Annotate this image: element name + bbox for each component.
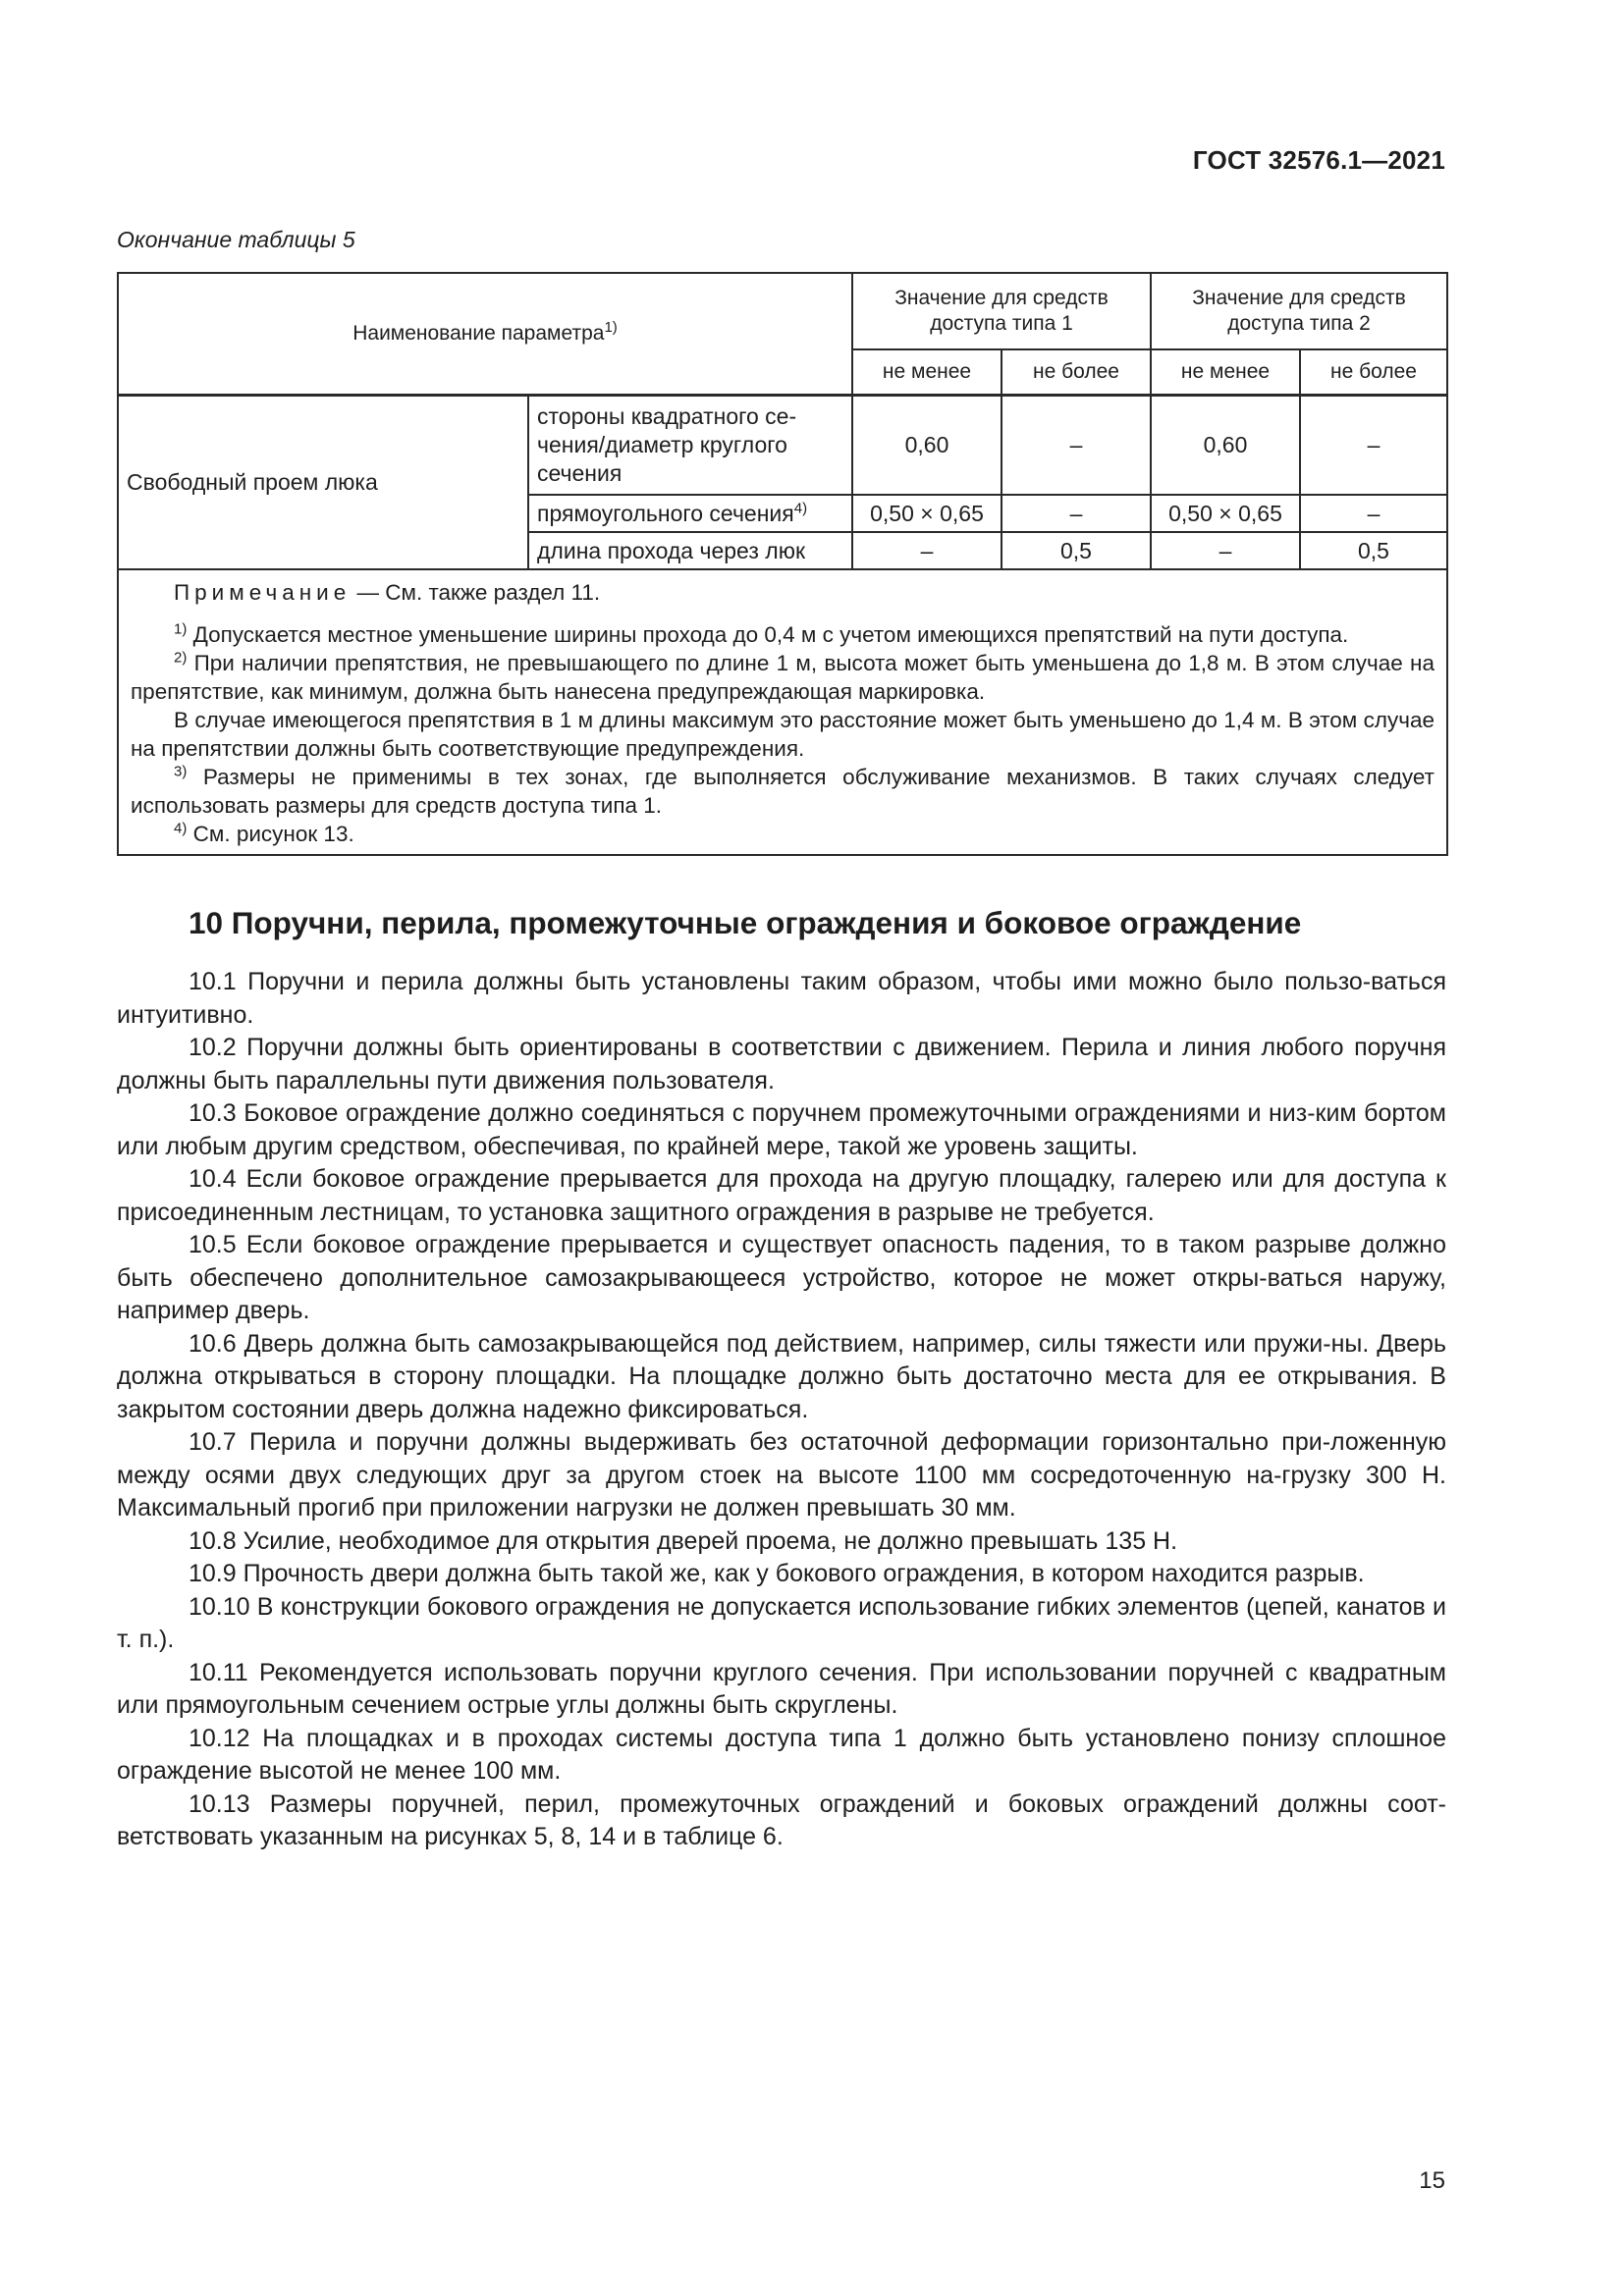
paragraph: 10.3 Боковое ограждение должно соединяться с поручнем промежуточными ограждениями и низ-ким бортом или любым другим средством, обеспечивая, по крайней мере, такой же уровень защиты. xyxy=(117,1099,1446,1160)
cell-t1-min: 0,50 × 0,65 xyxy=(852,495,1001,532)
paragraph: 10.11 Рекомендуется использовать поручни круглого сечения. При использовании поручней с квадратным или прямоугольным сечением острые углы должны быть скруглены. xyxy=(117,1658,1446,1719)
table-notes xyxy=(118,569,1447,855)
paragraph: 10.4 Если боковое ограждение прерывается для прохода на другую площадку, галерею или для доступа к присоединенным лестницам, то установка защитного ограждения в разрыве не требуется. xyxy=(117,1165,1446,1226)
cell-t1-max: – xyxy=(1001,395,1151,495)
paragraph: 10.12 На площадках и в проходах системы доступа типа 1 должно быть установлено понизу сплошное ограждение высотой не менее 100 мм. xyxy=(117,1724,1446,1785)
footnote xyxy=(131,649,1435,706)
group1-min-header: не менее xyxy=(852,349,1001,395)
param-header-cell xyxy=(118,273,852,395)
row-name-text: прямоугольного сечения xyxy=(537,500,794,526)
paragraph: 10.10 В конструкции бокового ограждения не допускается использование гибких элементов (цепей, канатов и т. п.). xyxy=(117,1592,1446,1653)
footnote-text: Допускается местное уменьшение ширины прохода до 0,4 м с учетом имеющихся препятствий на пути доступа. xyxy=(187,622,1349,647)
group2-header: Значение для средств доступа типа 2 xyxy=(1151,273,1447,349)
cell-t2-max: – xyxy=(1300,395,1447,495)
footnote-text: См. рисунок 13. xyxy=(187,822,354,846)
footnote xyxy=(131,620,1435,649)
cell-t1-max: – xyxy=(1001,495,1151,532)
group2-max-header: не более xyxy=(1300,349,1447,395)
group2-min-header: не менее xyxy=(1151,349,1300,395)
cell-t1-min: 0,60 xyxy=(852,395,1001,495)
footnote-mark: 4) xyxy=(174,820,188,837)
cell-t1-max: 0,5 xyxy=(1001,532,1151,569)
footnote-text: В случае имеющегося препятствия в 1 м длины максимум это расстояние может быть уменьшено до 1,4 м. В этом случае на препятствии должны быть соответствующие предупреждения. xyxy=(131,708,1435,761)
paragraph: 10.7 Перила и поручни должны выдерживать без остаточной деформации горизонтально при-ложенную между осями двух следующих друг за другом стоек на высоте 1100 мм сосредоточенную на-грузку 300 Н. Максимальный прогиб при приложении нагрузки не должен превышать 30 мм. xyxy=(117,1428,1446,1522)
row-name-note: 4) xyxy=(793,499,808,516)
cell-t2-min: 0,60 xyxy=(1151,395,1300,495)
paragraph: 10.5 Если боковое ограждение прерывается и существует опасность падения, то в таком разрыве должно быть обеспечено дополнительное самозакрывающееся устройство, которое не может откры-ваться наружу, например дверь. xyxy=(117,1231,1446,1324)
cell-t2-max: – xyxy=(1300,495,1447,532)
paragraph: 10.6 Дверь должна быть самозакрывающейся под действием, например, силы тяжести или пружи-ны. Дверь должна открываться в сторону площадки. На площадке должно быть достаточно места для ее открывания. В закрытом состоянии дверь должна надежно фиксироваться. xyxy=(117,1329,1446,1423)
paragraph: 10.8 Усилие, необходимое для открытия дверей проема, не должно превышать 135 Н. xyxy=(189,1526,1178,1555)
footnote xyxy=(131,706,1435,763)
row-name xyxy=(528,395,852,495)
row-name xyxy=(528,532,852,569)
param-header-note: 1) xyxy=(604,318,618,336)
row-group-label: Свободный проем люка xyxy=(118,395,528,569)
table-caption: Окончание таблицы 5 xyxy=(117,227,355,252)
footnote-mark: 1) xyxy=(174,620,188,638)
param-header: Наименование параметра xyxy=(352,321,605,345)
section-body xyxy=(117,966,1446,1854)
page-number: 15 xyxy=(1419,2167,1445,2194)
paragraph: 10.13 Размеры поручней, перил, промежуточных ограждений и боковых ограждений должны соот-ветствовать указанным на рисунках 5, 8, 14 и в таблице 6. xyxy=(117,1789,1446,1850)
footnote-mark: 2) xyxy=(174,649,188,667)
cell-t1-min: – xyxy=(852,532,1001,569)
paragraph: 10.1 Поручни и перила должны быть установлены таким образом, чтобы ими можно было пользо-ваться интуитивно. xyxy=(117,968,1446,1029)
note-text: — См. также раздел 11. xyxy=(351,580,601,605)
cell-t2-max: 0,5 xyxy=(1300,532,1447,569)
document-header: ГОСТ 32576.1—2021 xyxy=(1192,145,1445,175)
footnote-text: Размеры не применимы в тех зонах, где выполняется обслуживание механизмов. В таких случаях следует использовать размеры для средств доступа типа 1. xyxy=(131,765,1435,818)
row-name xyxy=(528,495,852,532)
note-label: Примечание xyxy=(174,580,352,605)
footnote-mark: 3) xyxy=(174,763,188,780)
table-notes-row xyxy=(118,569,1447,855)
section-heading: 10 Поручни, перила, промежуточные ограждения и боковое ограждение xyxy=(189,905,1302,940)
table-header-row xyxy=(118,273,1447,349)
footnote xyxy=(131,820,1435,848)
group1-max-header: не более xyxy=(1001,349,1151,395)
paragraph: 10.2 Поручни должны быть ориентированы в соответствии с движением. Перила и линия любого поручня должны быть параллельны пути движения пользователя. xyxy=(117,1034,1446,1095)
footnote xyxy=(131,763,1435,820)
group1-header: Значение для средств доступа типа 1 xyxy=(852,273,1151,349)
row-name-text: стороны квадратного се-чения/диаметр круглого сечения xyxy=(537,402,797,486)
table-row xyxy=(118,395,1447,495)
paragraph: 10.9 Прочность двери должна быть такой же, как у бокового ограждения, в котором находится разрыв. xyxy=(189,1560,1365,1587)
cell-t2-min: 0,50 × 0,65 xyxy=(1151,495,1300,532)
cell-t2-min: – xyxy=(1151,532,1300,569)
table-note xyxy=(131,578,1435,607)
parameters-table xyxy=(117,272,1448,856)
footnote-text: При наличии препятствия, не превышающего по длине 1 м, высота может быть уменьшена до 1,8 м. В этом случае на препятствие, как минимум, должна быть нанесена предупреждающая маркировка. xyxy=(131,651,1435,704)
row-name-text: длина прохода через люк xyxy=(537,537,806,563)
